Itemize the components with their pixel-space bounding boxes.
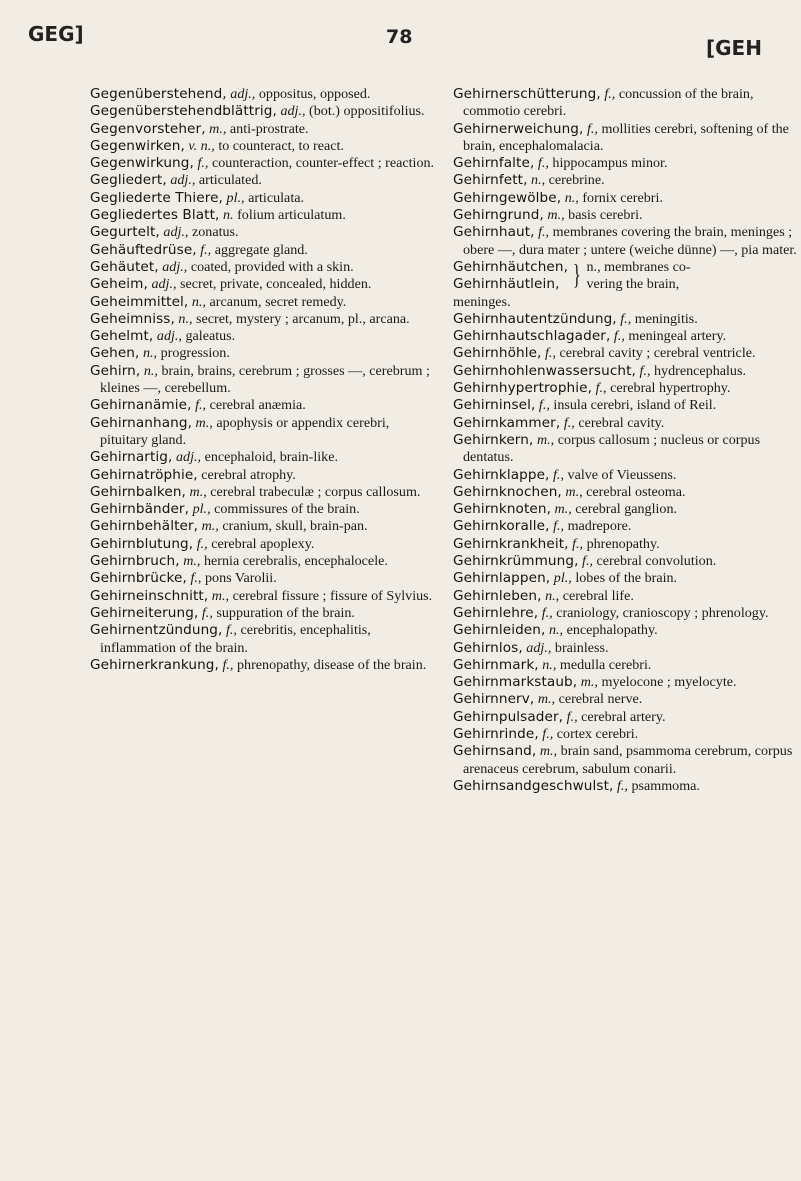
grammar-abbrev: f., — [200, 241, 212, 258]
dictionary-entry — [453, 380, 798, 397]
grammar-abbrev: adj., — [170, 172, 196, 189]
definition: pons Varolii. — [204, 570, 277, 587]
grammar-abbrev: v. n., — [188, 137, 215, 154]
grammar-abbrev: adj., — [280, 103, 306, 120]
dictionary-entry — [90, 363, 435, 398]
right-column-part-b — [453, 311, 798, 795]
headword: Gehirnkrümmung, — [453, 553, 579, 570]
definition: encephaloid, brain-like. — [204, 449, 339, 466]
headword: Gehäutet, — [90, 258, 159, 275]
definition: brain sand, psammoma cerebrum, corpus arenaceus cerebrum, sabulum conarii. — [463, 743, 793, 777]
headword: Gehäuftedrüse, — [90, 241, 197, 258]
definition: coated, provided with a skin. — [190, 258, 354, 275]
definition: articulated. — [198, 172, 262, 189]
definition: phrenopathy, disease of the brain. — [236, 656, 427, 673]
headword: Gehirnerschütterung, — [453, 86, 601, 102]
definition: secret, private, concealed, hidden. — [180, 276, 372, 293]
grammar-abbrev: pl., — [192, 501, 211, 518]
headword: Gehirnleiden, — [453, 622, 546, 639]
brace-symbol: } — [572, 260, 581, 292]
definition: membranes covering the brain, meninges ; obere —, dura mater ; untere (weiche dünne) —, pia mater. — [463, 224, 797, 258]
grammar-abbrev: f., — [595, 380, 607, 397]
grammar-abbrev: adj., — [151, 276, 177, 293]
headword: Gehirnsandgeschwulst, — [453, 777, 614, 794]
grammar-abbrev: f., — [604, 86, 616, 102]
grammar-abbrev: m., — [547, 207, 565, 224]
definition: madrepore. — [567, 518, 632, 535]
grammar-abbrev: f., — [195, 397, 207, 414]
dictionary-entry — [90, 138, 435, 155]
headword: Gehirnerweichung, — [453, 120, 584, 137]
grammar-abbrev: f., — [542, 725, 554, 742]
headword: Gehirnfalte, — [453, 155, 535, 172]
dictionary-entry — [453, 328, 798, 345]
grammar-abbrev: f., — [620, 310, 632, 327]
definition: basis cerebri. — [568, 207, 643, 224]
headword: Geheimmittel, — [90, 293, 189, 310]
dictionary-entry — [453, 778, 798, 795]
definition: galeatus. — [185, 328, 236, 345]
headword: Gehirnhohlenwassersucht, — [453, 362, 636, 379]
definition: secret, mystery ; arcanum, pl., arcana. — [196, 310, 410, 327]
headword: Gegurtelt, — [90, 224, 160, 241]
definition: insula cerebri, island of Reil. — [553, 397, 717, 414]
definition: cerebral artery. — [581, 708, 666, 725]
headword: Gehirnmarkstaub, — [453, 674, 578, 691]
headword: Gehirnrinde, — [453, 725, 539, 742]
headword: Gehirnhaut, — [453, 224, 535, 241]
dictionary-entry — [90, 588, 435, 605]
headword: Gehirnbänder, — [90, 501, 190, 518]
dictionary-entry — [90, 605, 435, 622]
grammar-abbrev: m., — [539, 743, 558, 760]
headword: Gehirnerkrankung, — [90, 656, 219, 673]
headword: Gehirnlehre, — [453, 604, 539, 621]
headword: Gehirnartig, — [90, 449, 173, 466]
dictionary-entry — [90, 553, 435, 570]
definition: cerebral life. — [562, 587, 634, 604]
grammar-abbrev: f., — [538, 224, 550, 241]
grammar-abbrev: n., — [191, 293, 206, 310]
header-left-guideword: GEG] — [28, 22, 84, 46]
definition: cortex cerebri. — [556, 725, 639, 742]
definition: cerebrine. — [548, 172, 605, 189]
dictionary-entry — [453, 691, 798, 708]
headword: Gegenüberstehend, — [90, 86, 227, 102]
headword: Gehen, — [90, 345, 140, 362]
grammar-abbrev: n., — [564, 189, 579, 206]
definition: phrenopathy. — [586, 535, 660, 552]
definition: cerebral hypertrophy. — [610, 380, 731, 397]
grammar-abbrev: n., — [548, 622, 564, 639]
definition: cerebral nerve. — [558, 691, 643, 708]
dictionary-entry — [453, 674, 798, 691]
right-column — [453, 86, 798, 795]
headword: Gehirneiterung, — [90, 604, 199, 621]
dictionary-entry — [453, 121, 798, 156]
dictionary-entry — [453, 709, 798, 726]
definition: fornix cerebri. — [582, 189, 663, 206]
dictionary-entry — [90, 622, 435, 657]
headword: Gehirnbalken, — [90, 483, 186, 500]
dictionary-entry — [453, 224, 798, 259]
dictionary-entry — [453, 605, 798, 622]
grammar-abbrev: f., — [582, 553, 593, 570]
definition: meningeal artery. — [628, 328, 727, 345]
definition: psammoma. — [631, 777, 700, 794]
grammar-abbrev: f., — [553, 518, 565, 535]
dictionary-entry — [90, 121, 435, 138]
headword: Gehirnanhang, — [90, 414, 193, 431]
definition: cerebral cavity ; cerebral ventricle. — [559, 345, 756, 362]
grammar-abbrev: f., — [197, 155, 209, 172]
definition: commissures of the brain. — [214, 501, 360, 518]
definition: cerebral cavity. — [578, 414, 665, 431]
definition: cerebral fissure ; fissure of Sylvius. — [232, 587, 433, 604]
dictionary-entry — [453, 190, 798, 207]
grammar-abbrev: f., — [563, 414, 575, 431]
grammar-abbrev: m., — [211, 587, 230, 604]
dictionary-entry — [453, 397, 798, 414]
headword: Gehirnkammer, — [453, 414, 561, 431]
running-header — [0, 22, 801, 60]
dictionary-entry — [90, 328, 435, 345]
definition: apophysis or appendix cerebri, pituitary gland. — [100, 414, 390, 448]
right-column-part-a — [453, 86, 798, 259]
dictionary-entry — [453, 640, 798, 657]
headword: Gehirnklappe, — [453, 466, 550, 483]
definition: hernia cerebralis, encephalocele. — [204, 553, 388, 570]
dictionary-entry — [453, 207, 798, 224]
headword: Gehirnmark, — [453, 656, 539, 673]
dictionary-entry — [453, 743, 798, 778]
brace-definition — [587, 259, 691, 294]
dictionary-entry — [453, 311, 798, 328]
definition: cerebral ganglion. — [575, 501, 678, 518]
grammar-abbrev: m., — [183, 553, 201, 570]
grammar-abbrev: adj., — [526, 639, 552, 656]
headword: Gegenwirken, — [90, 137, 185, 154]
definition: arcanum, secret remedy. — [209, 293, 347, 310]
grammar-abbrev: f., — [639, 362, 651, 379]
headword: Gehirnkoralle, — [453, 518, 550, 535]
grammar-abbrev: n., — [178, 310, 193, 327]
headword: Geheimniss, — [90, 310, 175, 327]
grammar-abbrev: n., — [142, 345, 158, 362]
headword: Gegliederte Thiere, — [90, 189, 223, 206]
grammar-abbrev: adj., — [162, 258, 188, 275]
dictionary-entry — [90, 501, 435, 518]
definition: cerebritis, encephalitis, inflammation of the brain. — [100, 622, 371, 656]
grammar-abbrev: f., — [196, 535, 208, 552]
dictionary-entry — [90, 207, 435, 224]
dictionary-entry — [453, 415, 798, 432]
grammar-abbrev: f., — [541, 604, 553, 621]
grammar-abbrev: f., — [190, 570, 202, 587]
left-column — [90, 86, 435, 674]
grammar-abbrev: f., — [613, 328, 625, 345]
dictionary-entry — [453, 501, 798, 518]
definition: myelocone ; myelocyte. — [601, 674, 737, 691]
definition: anti-prostrate. — [229, 120, 309, 137]
dictionary-entry — [453, 155, 798, 172]
headword: Gehelmt, — [90, 328, 154, 345]
dictionary-entry — [453, 553, 798, 570]
headword: Gehirnhäutlein, — [453, 276, 560, 293]
definition: brain, brains, cerebrum ; grosses —, cerebrum ; kleines —, cerebellum. — [100, 362, 430, 397]
definition-line: n., membranes co- — [586, 258, 691, 275]
definition: cranium, skull, brain-pan. — [222, 518, 368, 535]
grammar-abbrev: m., — [537, 691, 556, 708]
dictionary-entry — [90, 190, 435, 207]
headword: Gehirnbrücke, — [90, 570, 187, 587]
dictionary-entry — [90, 172, 435, 189]
dictionary-entry — [453, 363, 798, 380]
headword: Geheim, — [90, 276, 148, 293]
definition: corpus callosum ; nucleus or corpus dentatus. — [463, 431, 761, 466]
headword: Gehirnanämie, — [90, 397, 192, 414]
dictionary-entry — [453, 518, 798, 535]
grammar-abbrev: f., — [225, 622, 237, 639]
dictionary-entry — [453, 588, 798, 605]
dictionary-entry — [90, 311, 435, 328]
dictionary-entry — [90, 294, 435, 311]
definition: mollities cerebri, softening of the brain, encephalomalacia. — [463, 120, 789, 154]
definition: progression. — [160, 345, 230, 362]
dictionary-entry — [90, 467, 435, 484]
grammar-abbrev: f., — [538, 397, 550, 414]
grammar-abbrev: m., — [554, 501, 572, 518]
dictionary-entry — [453, 467, 798, 484]
dictionary-entry — [453, 172, 798, 189]
headword: Gehirnsand, — [453, 743, 537, 760]
grammar-abbrev: n., — [531, 172, 546, 189]
headword: Gehirnlappen, — [453, 570, 551, 587]
definition: hydrencephalus. — [654, 362, 746, 379]
dictionary-entry — [90, 242, 435, 259]
definition: cerebral apoplexy. — [211, 535, 315, 552]
grammar-abbrev: m., — [195, 414, 213, 431]
definition: craniology, cranioscopy ; phrenology. — [556, 604, 769, 621]
definition: cerebral convolution. — [596, 553, 717, 570]
dictionary-entry — [90, 103, 435, 120]
dictionary-entry — [90, 415, 435, 450]
definition: concussion of the brain, commotio cerebri. — [463, 86, 754, 120]
headword: Gehirnbehälter, — [90, 518, 199, 535]
definition: oppositus, opposed. — [258, 86, 371, 102]
dictionary-entry — [90, 345, 435, 362]
definition: counteraction, counter-effect ; reaction. — [211, 155, 435, 172]
headword: Gehirnhöhle, — [453, 345, 542, 362]
headword: Gehirnleben, — [453, 587, 542, 604]
dictionary-entry — [90, 224, 435, 241]
headword: Gegliedert, — [90, 172, 167, 189]
headword: Gehirnbruch, — [90, 553, 180, 570]
brace-entry-continuation: meninges. — [453, 293, 511, 310]
grammar-abbrev: f., — [616, 777, 628, 794]
dictionary-entry — [453, 345, 798, 362]
header-right-guideword: [GEH — [706, 36, 762, 60]
headword: Gehirnnerv, — [453, 691, 535, 708]
definition: cerebral anæmia. — [209, 397, 306, 414]
dictionary-entry — [453, 726, 798, 743]
headword: Gehirnknochen, — [453, 483, 562, 500]
definition: meningitis. — [634, 310, 698, 327]
grammar-abbrev: f., — [566, 708, 578, 725]
grammar-abbrev: f., — [586, 120, 598, 137]
grammar-abbrev: f., — [537, 155, 549, 172]
page-number: 78 — [386, 26, 413, 48]
headword: Gehirnknoten, — [453, 501, 551, 518]
headword: Gehirnhäutchen, — [453, 258, 569, 275]
dictionary-entry — [453, 657, 798, 674]
headword: Gehirnatröphie, — [90, 466, 198, 483]
headword: Gehirnlos, — [453, 639, 523, 656]
grammar-abbrev: adj., — [230, 86, 256, 102]
headword: Gehirninsel, — [453, 397, 536, 414]
brace-entry — [453, 259, 798, 294]
definition: folium articulatum. — [237, 207, 346, 224]
headword: Gehirnblutung, — [90, 535, 194, 552]
definition-line: vering the brain, — [586, 276, 680, 293]
headword: Gehirnkrankheit, — [453, 535, 569, 552]
grammar-abbrev: pl., — [226, 189, 245, 206]
definition: articulata. — [248, 189, 305, 206]
definition: cerebral osteoma. — [586, 483, 686, 500]
headword: Gehirnhypertrophie, — [453, 380, 593, 397]
dictionary-entry — [453, 86, 798, 121]
dictionary-entry — [453, 432, 798, 467]
headword: Gehirnhautentzündung, — [453, 310, 617, 327]
dictionary-entry — [90, 276, 435, 293]
grammar-abbrev: f., — [545, 345, 556, 362]
dictionary-entry — [453, 536, 798, 553]
dictionary-entry — [453, 622, 798, 639]
dictionary-entry — [90, 657, 435, 674]
grammar-abbrev: n., — [143, 362, 158, 379]
grammar-abbrev: adj., — [163, 224, 189, 241]
headword: Gehirnkern, — [453, 431, 534, 448]
dictionary-entry — [453, 484, 798, 501]
grammar-abbrev: adj., — [156, 328, 182, 345]
definition: (bot.) oppositifolius. — [309, 103, 425, 120]
grammar-abbrev: m., — [189, 483, 207, 500]
headword: Gehirnentzündung, — [90, 622, 223, 639]
definition: cerebral trabeculæ ; corpus callosum. — [210, 483, 421, 500]
headword: Gehirnpulsader, — [453, 708, 564, 725]
grammar-abbrev: m., — [580, 674, 598, 691]
headword: Gegliedertes Blatt, — [90, 207, 220, 224]
grammar-abbrev: n. — [222, 207, 234, 224]
definition: lobes of the brain. — [575, 570, 678, 587]
grammar-abbrev: pl., — [553, 570, 572, 587]
dictionary-entry — [90, 155, 435, 172]
dictionary-entry — [90, 259, 435, 276]
definition: cerebral atrophy. — [201, 466, 296, 483]
headword: Gehirn, — [90, 362, 141, 379]
grammar-abbrev: adj., — [175, 449, 202, 466]
definition: zonatus. — [191, 224, 239, 241]
headword: Gehirneinschnitt, — [90, 587, 209, 604]
dictionary-entry — [90, 397, 435, 414]
definition: valve of Vieussens. — [567, 466, 677, 483]
dictionary-entry — [90, 518, 435, 535]
headword: Gehirnhautschlagader, — [453, 328, 611, 345]
brace-headwords — [453, 259, 568, 294]
headword: Gehirngewölbe, — [453, 189, 562, 206]
dictionary-entry — [90, 86, 435, 103]
grammar-abbrev: m., — [565, 483, 583, 500]
grammar-abbrev: f., — [222, 656, 234, 673]
definition: hippocampus minor. — [552, 155, 668, 172]
grammar-abbrev: f., — [201, 604, 213, 621]
headword: Gehirnfett, — [453, 172, 528, 189]
headword: Gegenüberstehendblättrig, — [90, 103, 277, 120]
dictionary-entry — [90, 484, 435, 501]
definition: encephalopathy. — [566, 622, 658, 639]
headword: Gegenwirkung, — [90, 155, 194, 172]
grammar-abbrev: m., — [536, 431, 555, 448]
dictionary-entry — [90, 536, 435, 553]
grammar-abbrev: m., — [209, 120, 227, 137]
headword: Gehirngrund, — [453, 207, 544, 224]
dictionary-entry — [90, 570, 435, 587]
dictionary-entry — [453, 570, 798, 587]
grammar-abbrev: m., — [201, 518, 219, 535]
grammar-abbrev: f., — [553, 466, 564, 483]
definition: to counteract, to react. — [218, 137, 344, 154]
dictionary-entry — [90, 449, 435, 466]
grammar-abbrev: n., — [542, 656, 557, 673]
definition: suppuration of the brain. — [216, 604, 355, 621]
definition: medulla cerebri. — [559, 656, 652, 673]
grammar-abbrev: n., — [545, 587, 560, 604]
definition: aggregate gland. — [214, 241, 308, 258]
grammar-abbrev: f., — [572, 535, 584, 552]
definition: brainless. — [554, 639, 609, 656]
headword: Gegenvorsteher, — [90, 120, 206, 137]
